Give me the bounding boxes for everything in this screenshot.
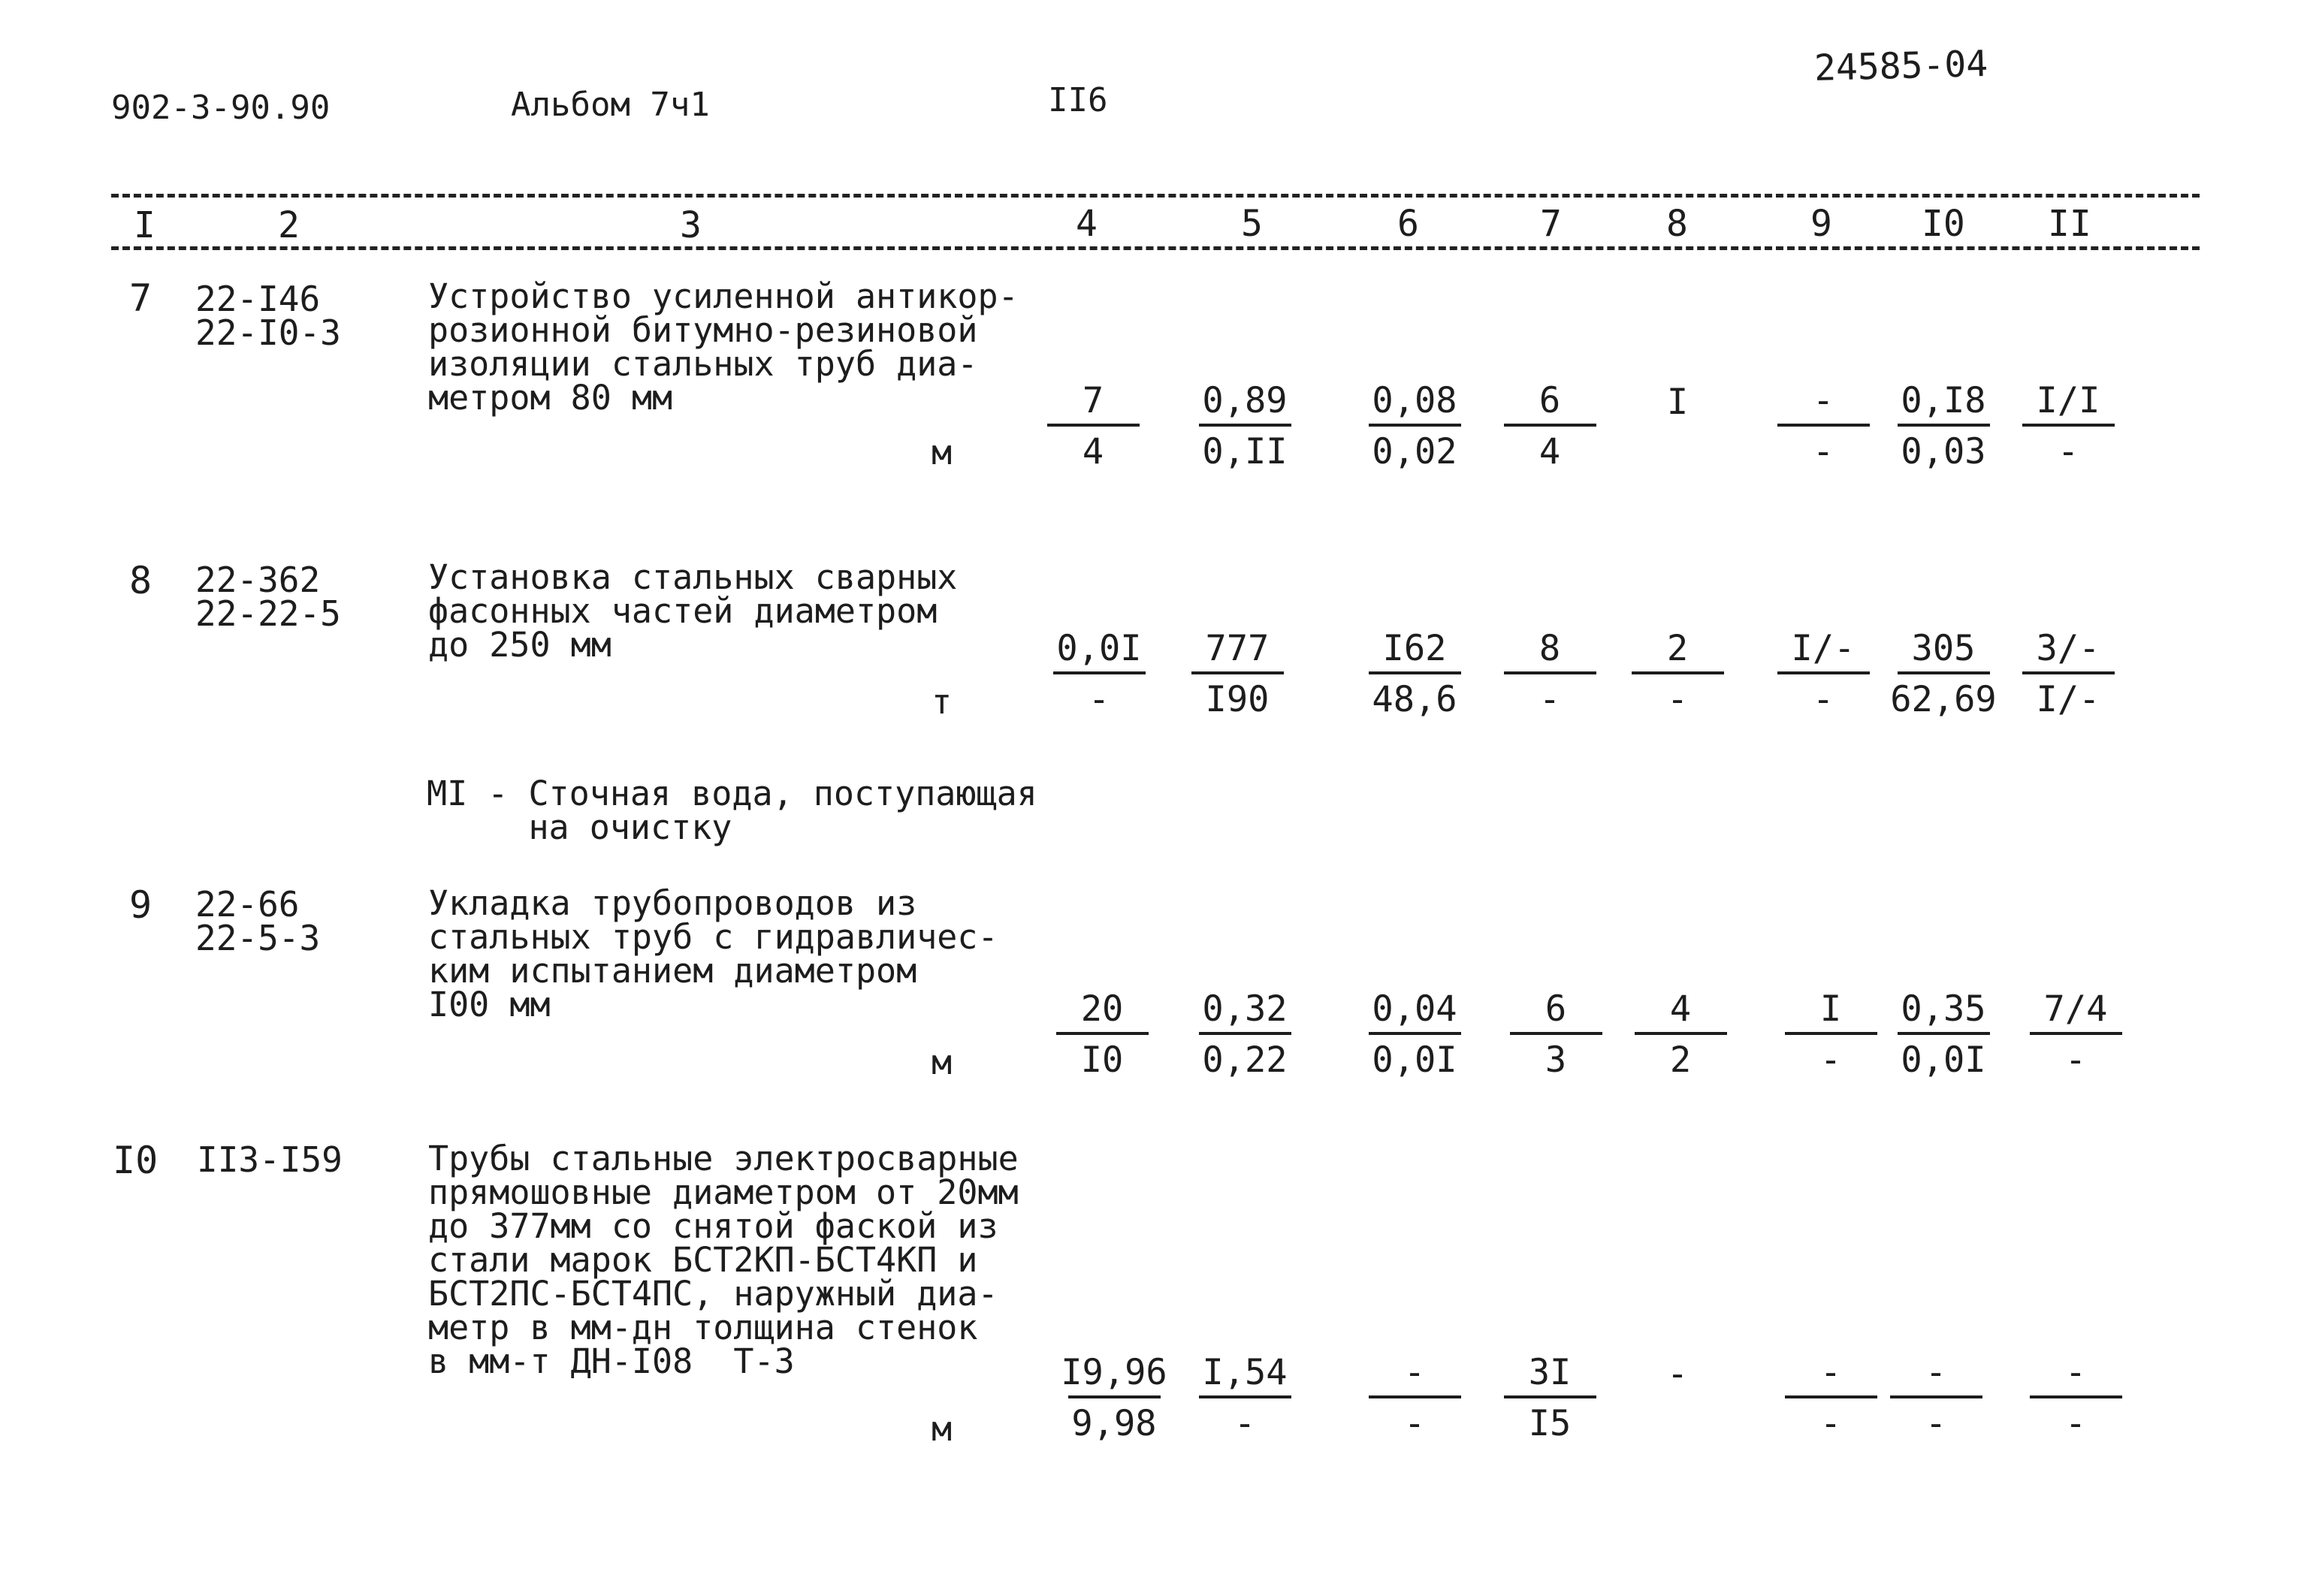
col-header-4: 4 [1076, 203, 1098, 245]
stamp-number: 24585-04 [1813, 42, 1988, 90]
fraction-col6: 0,04 0,0I [1358, 990, 1471, 1080]
fraction-col10: 0,35 0,0I [1887, 990, 2000, 1080]
section-note-line: MI - Сточная вода, поступающая [427, 774, 1037, 813]
fraction-col9: I/- - [1767, 629, 1880, 720]
unit-label: м [932, 1409, 953, 1449]
unit-label: м [932, 1042, 953, 1082]
header-top-rule [111, 194, 2200, 198]
col-header-2: 2 [278, 204, 300, 246]
col-header-7: 7 [1540, 203, 1562, 245]
work-description-line: метром 80 мм [428, 378, 673, 418]
work-description-line: прямошовные диаметром от 20мм [428, 1172, 1019, 1212]
work-description-line: стали марок БСТ2КП-БСТ4КП и [428, 1240, 978, 1280]
fraction-col9: - - [1774, 1353, 1887, 1444]
norm-code: 22-I0-3 [195, 312, 341, 353]
unit-label: т [932, 682, 953, 722]
col-header-10: I0 [1922, 203, 1965, 245]
value-col8: I [1666, 382, 1689, 423]
unit-label: м [932, 433, 953, 472]
fraction-col5: 0,32 0,22 [1188, 990, 1301, 1080]
work-description-line: до 250 мм [428, 625, 611, 665]
row-number: 8 [129, 559, 152, 602]
work-description-line: Установка стальных сварных [428, 557, 958, 597]
fraction-col6: 0,08 0,02 [1358, 382, 1471, 472]
work-description-line: розионной битумно-резиновой [428, 310, 978, 350]
album-label: Альбом 7ч1 [511, 86, 710, 124]
norm-code: II3-I59 [197, 1139, 343, 1180]
col-header-11: II [2048, 203, 2091, 245]
fraction-col7: 6 3 [1499, 990, 1612, 1080]
fraction-col11: I/I - [2012, 382, 2124, 472]
fraction-col4: 0,0I - [1043, 629, 1155, 720]
col-header-6: 6 [1397, 203, 1419, 245]
fraction-col6: I62 48,6 [1358, 629, 1471, 720]
fraction-col10: 305 62,69 [1890, 628, 1997, 720]
work-description-line: ким испытанием диаметром [428, 951, 917, 991]
fraction-col5: I,54 - [1188, 1353, 1301, 1444]
fraction-col8: 2 - [1621, 629, 1734, 720]
fraction-col10: - - [1880, 1353, 1992, 1444]
col-header-8: 8 [1666, 203, 1688, 245]
work-description-line: до 377мм со снятой фаской из [428, 1206, 998, 1246]
work-description-line: Укладка трубопроводов из [428, 883, 917, 923]
fraction-col7: 8 - [1493, 629, 1606, 720]
work-description-line: БСТ2ПС-БСТ4ПС, наружный диа- [428, 1274, 998, 1314]
col-header-9: 9 [1810, 203, 1832, 245]
fraction-col10: 0,I8 0,03 [1887, 382, 2000, 472]
norm-code: 22-66 [195, 884, 300, 925]
fraction-col8: 4 2 [1624, 990, 1737, 1080]
fraction-col4: 7 4 [1037, 382, 1149, 472]
work-description-line: изоляции стальных труб диа- [428, 344, 978, 384]
fraction-col11: 3/- I/- [2012, 629, 2124, 720]
work-description-line: фасонных частей диаметром [428, 591, 938, 631]
fraction-col11: 7/4 - [2019, 990, 2132, 1080]
col-header-5: 5 [1241, 203, 1263, 245]
fraction-col7: 3I I5 [1493, 1353, 1606, 1444]
fraction-col5: 777 I90 [1181, 629, 1294, 720]
work-description-line: метр в мм-дн толщина стенок [428, 1308, 978, 1347]
row-number: 9 [129, 883, 152, 927]
document-code: 902-3-90.90 [111, 89, 331, 127]
work-description-line: Устройство усиленной антикор- [428, 276, 1019, 316]
value-col8: - [1666, 1353, 1689, 1395]
norm-code: 22-362 [195, 560, 321, 600]
work-description-line: в мм-т ДН-I08 Т-3 [428, 1341, 795, 1381]
row-number: I0 [113, 1139, 159, 1182]
norm-code: 22-I46 [195, 279, 321, 319]
fraction-col6: - - [1358, 1353, 1471, 1444]
col-header-1: I [134, 204, 156, 246]
fraction-col9: I - [1774, 990, 1887, 1080]
norm-code: 22-22-5 [195, 593, 341, 634]
work-description-line: Трубы стальные электросварные [428, 1139, 1019, 1178]
fraction-col7: 6 4 [1493, 382, 1606, 472]
col-header-3: 3 [680, 204, 702, 246]
header-bottom-rule [111, 246, 2200, 250]
fraction-col9: - - [1767, 382, 1880, 472]
row-number: 7 [129, 276, 152, 320]
fraction-col4: 20 I0 [1046, 990, 1158, 1080]
work-description-line: стальных труб с гидравличес- [428, 917, 998, 957]
fraction-col4: I9,96 9,98 [1061, 1352, 1167, 1444]
fraction-col11: - - [2019, 1353, 2132, 1444]
section-note-line: на очистку [427, 807, 732, 847]
work-description-line: I00 мм [428, 985, 551, 1024]
fraction-col5: 0,89 0,II [1188, 382, 1301, 472]
norm-code: 22-5-3 [195, 918, 321, 958]
page-number: II6 [1048, 81, 1108, 119]
